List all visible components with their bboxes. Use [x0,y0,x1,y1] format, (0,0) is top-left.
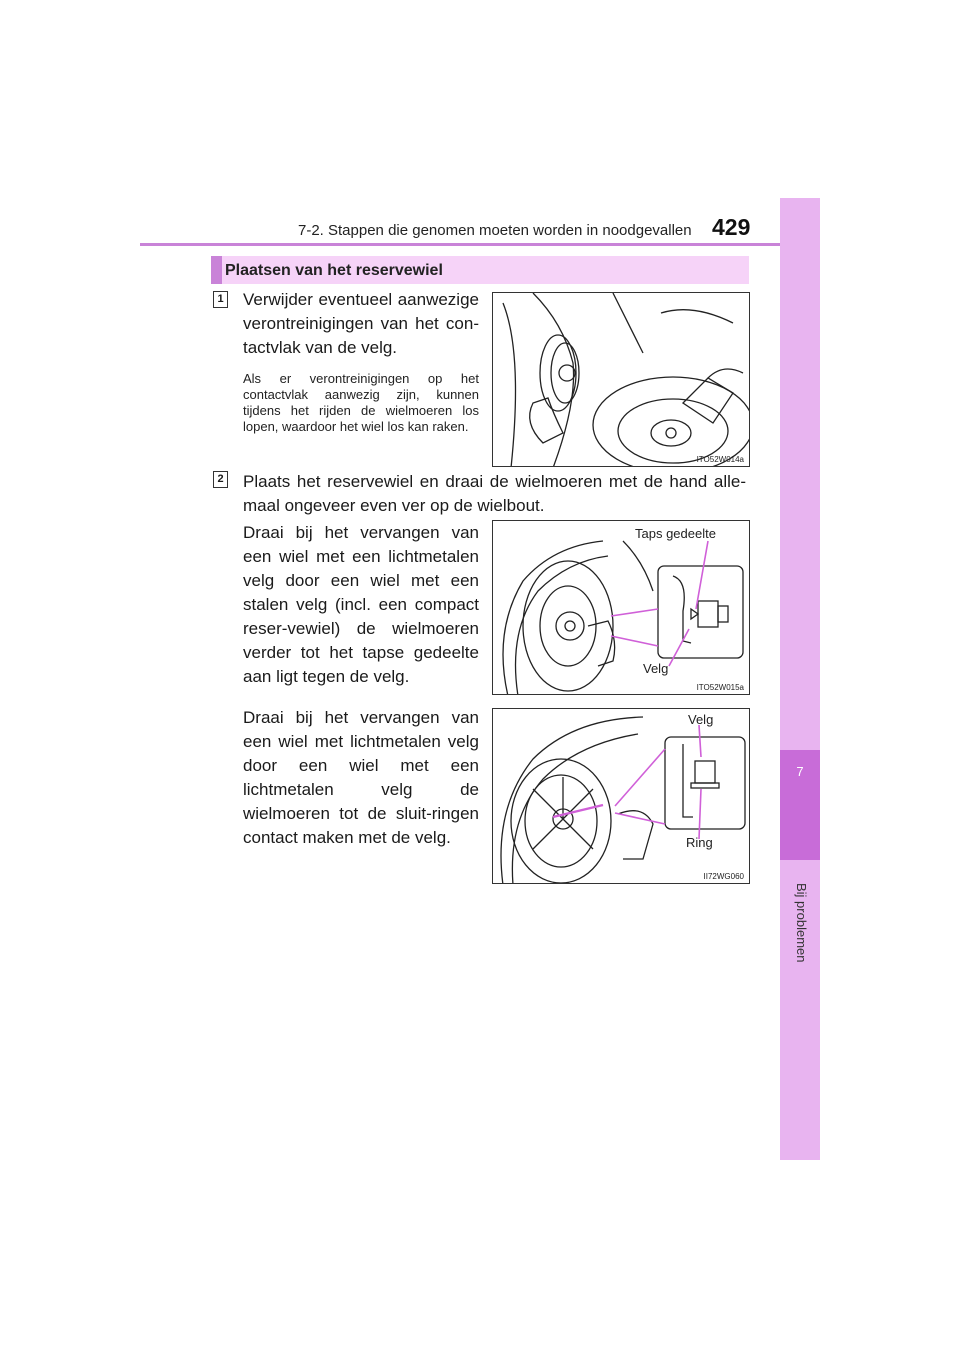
running-header-title: 7-2. Stappen die genomen moeten worden in noodgevallen [298,222,692,239]
chapter-label: Bij problemen [794,883,809,963]
figure-code: II72WG060 [703,872,744,881]
alloy-rim-instructions: Draai bij het vervangen van een wiel met lichtmetalen velg door een wiel met een lichtmetalen velg de wielmoeren tot de sluit-ringen contact maken met de velg. [243,708,479,847]
chapter-number: 7 [796,764,804,779]
illustration-steel-rim [493,521,750,695]
figure-code: ITO52W014a [696,455,744,464]
header-rule [140,243,820,246]
callout-rim: Velg [688,712,714,727]
figure-code: ITO52W015a [696,683,744,692]
figure-clean-contact-surface [492,292,750,467]
step-1-text: Verwijder eventueel aanwezige verontreinigingen van het con-tactvlak van de velg. [243,290,479,357]
step-1-note: Als er verontreinigingen op het contactvlak aanwezig zijn, kunnen tijdens het rijden de wielmoeren los lopen, waardoor het wiel los kan raken. [243,371,479,434]
section-title: Plaatsen van het reservewiel [225,262,443,279]
step-number-2: 2 [213,471,228,488]
page-number: 429 [712,214,751,240]
step-number-1: 1 [213,291,228,308]
steel-rim-instructions: Draai bij het vervangen van een wiel met een lichtmetalen velg door een wiel met een stalen velg (incl. een compact reser-vewiel) de wielmoeren verder tot het tapse gedeelte aan ligt tegen de velg. [243,523,479,686]
callout-ring: Ring [686,835,713,850]
illustration-alloy-rim [493,709,750,884]
illustration-cleaning-wheel [493,293,750,467]
step-2-text: Plaats het reservewiel en draai de wielmoeren met de hand alle-maal ongeveer even ver op de wielbout. [243,472,746,515]
figure-alloy-rim-nut [492,708,750,884]
figure-steel-rim-nut [492,520,750,695]
callout-taper: Taps gedeelte [635,526,716,541]
callout-rim: Velg [643,661,669,676]
side-tab-band [780,198,820,1160]
